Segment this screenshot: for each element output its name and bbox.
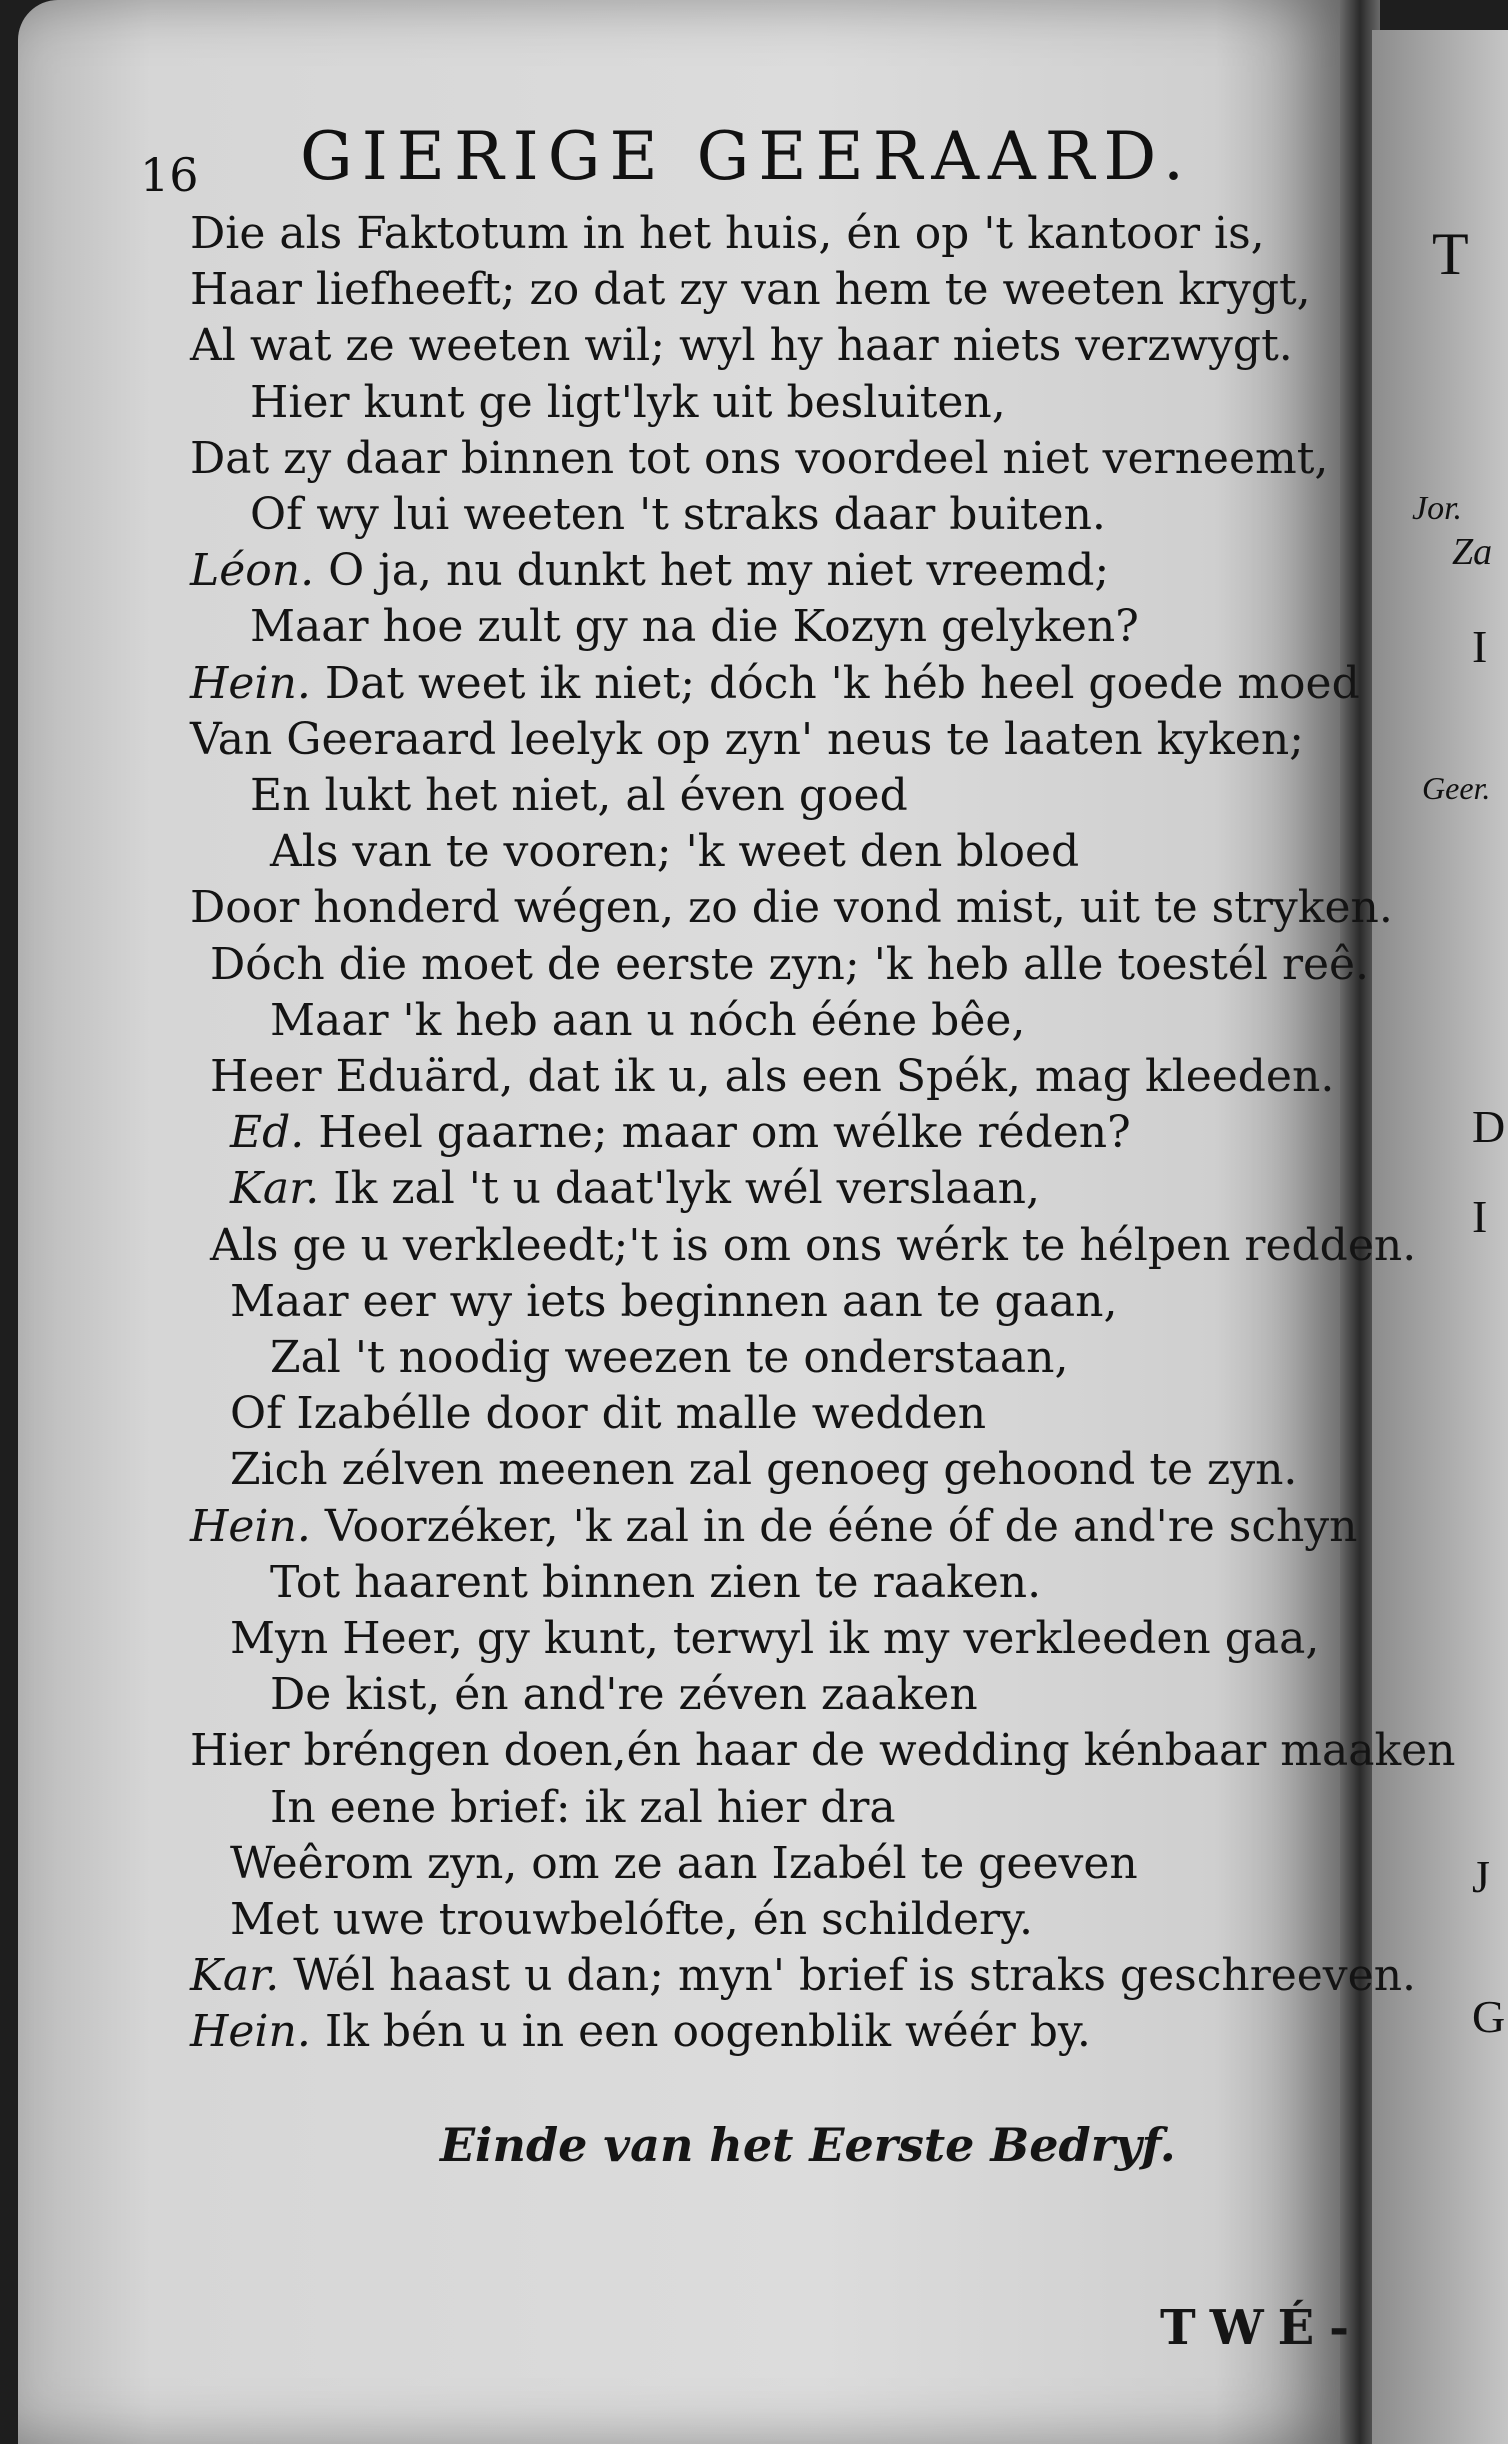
page-header — [140, 118, 1240, 208]
verse-line — [210, 1049, 1334, 1105]
verse-line-text: Als van te vooren; 'k weet den bloed — [270, 826, 1080, 878]
speaker-name: Hein. — [190, 657, 311, 709]
verse-line-text: Myn Heer, gy kunt, terwyl ik my verkleeden gaa, — [230, 1613, 1320, 1664]
verse-line-text: Maar hoe zult gy na die Kozyn gelyken? — [250, 601, 1139, 653]
verse-line — [230, 1442, 1297, 1498]
verse-line-text: Haar liefheeft; zo dat zy van hem te weeten krygt, — [190, 264, 1311, 316]
verse-line-text: Maar 'k heb aan u nóch ééne bêe, — [270, 994, 1026, 1046]
verse-line-text: Hier bréngen doen,én haar de wedding kénbaar maaken — [190, 1725, 1456, 1777]
verse-line — [230, 1611, 1319, 1667]
verse-line — [190, 2004, 1091, 2060]
right-page-fragment: J — [1472, 1851, 1490, 1902]
verse-line — [190, 543, 1109, 599]
verse-line-text: Zich zélven meenen zal genoeg gehoond te zyn. — [230, 1444, 1298, 1496]
speaker-name: Hein. — [190, 2006, 311, 2058]
verse-line — [190, 880, 1393, 936]
catchword: TWÉ- — [1160, 2300, 1364, 2356]
verse-line-text: Dóch die moet de eerste zyn; 'k heb alle toestél reê. — [210, 938, 1370, 990]
verse-line-text: Of wy lui weeten 't straks daar buiten. — [250, 489, 1106, 540]
verse-line — [250, 487, 1106, 543]
verse-line-text: Dat zy daar binnen tot ons voordeel niet verneemt, — [190, 432, 1329, 484]
verse-line — [270, 824, 1079, 880]
verse-line-text: Voorzéker, 'k zal in de ééne óf de and're schyn — [324, 1500, 1358, 1552]
verse-line-text: Met uwe trouwbelófte, én schildery. — [230, 1894, 1034, 1945]
right-page-fragment: Za — [1452, 531, 1493, 573]
verse-line — [190, 431, 1328, 487]
verse-line-text: Door honderd wégen, zo die vond mist, uit te stryken. — [190, 882, 1393, 934]
verse-line — [190, 656, 1360, 712]
verse-line-text: Dat weet ik niet; dóch 'k héb heel goede moed — [324, 657, 1360, 709]
verse-line-text: Hier kunt ge ligt'lyk uit besluiten, — [250, 376, 1006, 428]
page-number: 16 — [140, 148, 199, 202]
verse-line — [210, 1218, 1416, 1274]
verse-line — [230, 1161, 1040, 1217]
verse-line-text: In eene brief: ik zal hier dra — [270, 1781, 896, 1833]
verse-line-text: Van Geeraard leelyk op zyn' neus te laaten kyken; — [190, 713, 1304, 765]
speaker-name: Kar. — [230, 1163, 320, 1215]
verse-line — [190, 262, 1311, 318]
verse-line — [190, 206, 1265, 262]
verse-line — [250, 768, 908, 824]
verse-line-text: Ik zal 't u daat'lyk wél verslaan, — [333, 1163, 1041, 1215]
right-page-fragment: I — [1472, 621, 1488, 672]
verse-line-text: Weêrom zyn, om ze aan Izabél te geeven — [230, 1837, 1138, 1889]
right-page-fragment: Jor. — [1412, 490, 1463, 527]
right-page-fragment: Geer. — [1422, 770, 1491, 806]
verse-line — [230, 1274, 1117, 1330]
right-page-fragment: T — [1432, 221, 1469, 287]
verse-line — [190, 1723, 1456, 1779]
verse-line — [230, 1836, 1138, 1892]
verse-line — [270, 1780, 896, 1836]
verse-line — [270, 993, 1025, 1049]
verse-line — [190, 1948, 1416, 2004]
verse-line-text: Of Izabélle door dit malle wedden — [230, 1388, 987, 1440]
right-page-fragment: I — [1472, 1191, 1488, 1242]
verse-line — [270, 1330, 1068, 1386]
verse-line-text: Ik bén u in een oogenblik wéér by. — [324, 2006, 1091, 2058]
act-end-title: Einde van het Eerste Bedryf. — [440, 2118, 1176, 2172]
verse-line — [210, 937, 1369, 993]
verse-line-text: Heel gaarne; maar om wélke réden? — [318, 1107, 1131, 1159]
verse-line — [250, 599, 1139, 655]
verse-line-text: Al wat ze weeten wil; wyl hy haar niets verzwygt. — [190, 320, 1293, 372]
speaker-name: Hein. — [190, 1500, 311, 1552]
verse-line — [230, 1105, 1131, 1161]
verse-line — [270, 1555, 1041, 1611]
verse-line-text: En lukt het niet, al éven goed — [250, 770, 908, 821]
verse-line — [270, 1667, 978, 1723]
speaker-name: Kar. — [190, 1950, 280, 2002]
verse-line — [190, 712, 1304, 768]
verse-line — [230, 1386, 986, 1442]
verse-line-text: Zal 't noodig weezen te onderstaan, — [270, 1332, 1069, 1383]
verse-line-text: Die als Faktotum in het huis, én op 't kantoor is, — [190, 208, 1265, 259]
verse-line-text: Als ge u verkleedt;'t is om ons wérk te hélpen redden. — [210, 1219, 1417, 1271]
verse-line — [230, 1892, 1033, 1948]
verse-line-text: De kist, én and're zéven zaaken — [270, 1669, 978, 1721]
verse-line-text: O ja, nu dunkt het my niet vreemd; — [328, 545, 1110, 597]
verse-line-text: Tot haarent binnen zien te raaken. — [270, 1556, 1042, 1608]
running-title: GIERIGE GEERAARD. — [300, 118, 1193, 195]
speaker-name: Ed. — [230, 1107, 305, 1159]
verse-line — [190, 318, 1293, 374]
verse-line-text: Heer Eduärd, dat ik u, als een Spék, mag kleeden. — [210, 1051, 1335, 1102]
verse-line — [190, 1499, 1358, 1555]
verse-line-text: Maar eer wy iets beginnen aan te gaan, — [230, 1275, 1118, 1327]
verse-line — [250, 375, 1006, 431]
speaker-name: Léon. — [190, 545, 315, 597]
verse-line-text: Wél haast u dan; myn' brief is straks geschreeven. — [293, 1950, 1417, 2002]
right-page-fragment: G — [1472, 1991, 1506, 2042]
right-page-fragment: D — [1472, 1101, 1506, 1152]
